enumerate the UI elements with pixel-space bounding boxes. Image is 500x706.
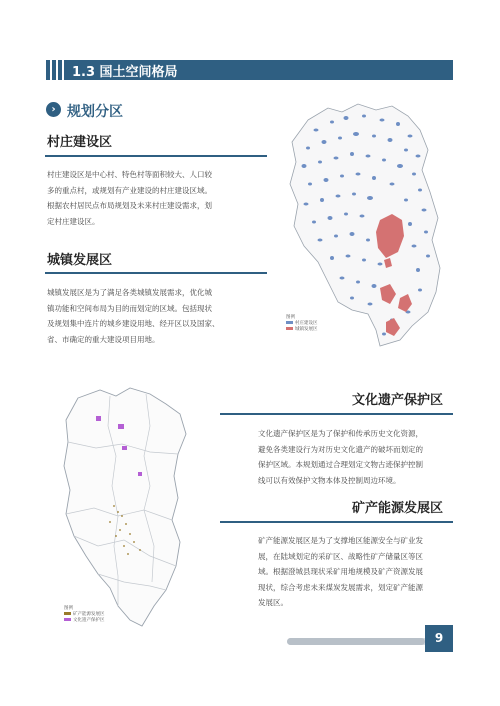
mining-section-title: 矿产能源发展区	[352, 501, 444, 516]
legend-swatch-mining	[64, 612, 71, 615]
county-boundary	[290, 104, 440, 346]
legend-title-2: 图例	[64, 606, 73, 611]
footer-bar-fill	[287, 638, 425, 645]
header-accent-bars	[46, 60, 62, 80]
village-section-title: 村庄建设区	[47, 135, 113, 150]
page-number: 9	[425, 625, 453, 652]
mining-section-rule	[220, 521, 453, 523]
section-header-title: 1.3 国土空间格局	[72, 65, 178, 80]
mining-section-text: 矿产能源发展区是为了支撑地区能源安全与矿业发 展，在陆域划定的采矿区、战略性矿产储量区等区 域。根据澄城县现状采矿用地规模及矿产资源发展 现状，综合考虑未来煤炭发展需求，划定矿产能源 发展区。	[258, 536, 423, 607]
legend-swatch-heritage	[64, 618, 71, 621]
zoning-map-legend	[286, 314, 318, 332]
town-section-text: 城镇发展区是为了满足各类城镇发展需求，优化城 镇功能和空间布局为目的而划定的区域。包括现状 及规划集中连片的城乡建设用地、经开区以及国家、 省、市确定的重大建设项目用地。	[47, 288, 220, 344]
heritage-section-text: 文化遗产保护区是为了保护和传承历史文化资源， 避免各类建设行为对历史文化遗产的破坏而划定的 保护区域。本规划通过合理划定文物古迹保护控制 线可以有效保护文物本体及控制周边环境。	[258, 429, 423, 485]
legend-item-heritage: 文化遗产保护区	[64, 617, 105, 623]
legend-swatch-village	[286, 321, 293, 324]
county-boundary-2	[64, 388, 186, 626]
subsection-title: 规划分区	[67, 104, 123, 120]
heritage-section-rule	[220, 413, 453, 415]
town-section-title: 城镇发展区	[47, 253, 113, 268]
village-section-rule	[45, 155, 267, 157]
legend-title: 图例	[286, 315, 295, 320]
heritage-mining-map	[58, 386, 190, 640]
town-section-rule	[45, 272, 267, 274]
heritage-section-title: 文化遗产保护区	[352, 393, 444, 408]
chevron-right-icon: ›	[46, 102, 61, 117]
legend-item-mining: 矿产能源发展区	[64, 611, 105, 617]
legend-item-town: 城镇发展区	[286, 326, 318, 332]
heritage-mining-map-legend	[64, 605, 105, 623]
legend-swatch-town	[286, 327, 293, 330]
village-section-text: 村庄建设区是中心村、特色村等面积较大、人口较 多的重点村，或规划有产业建设的村庄建设区域。 根据农村居民点布局规划及未来村庄建设需求，划 定村庄建设区。	[47, 170, 212, 226]
legend-item-village: 村庄建设区	[286, 320, 318, 326]
